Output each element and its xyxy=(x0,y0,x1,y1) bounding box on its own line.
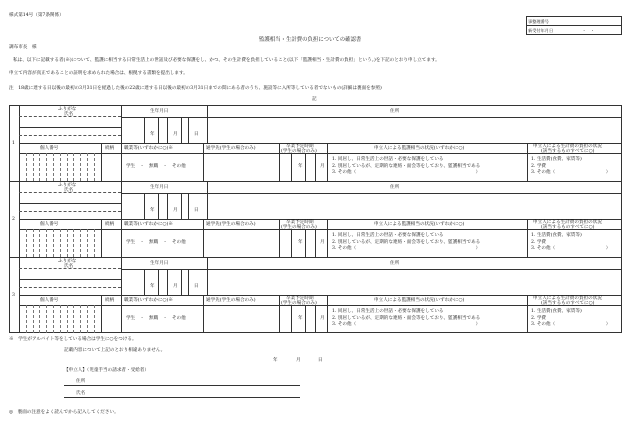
grid-line xyxy=(203,143,204,181)
office-box-row2: 新受付年月日 xyxy=(528,28,554,33)
dashed-line xyxy=(39,153,40,181)
grid-line xyxy=(101,295,102,333)
grid-line xyxy=(121,219,122,257)
applicant-address-line[interactable] xyxy=(64,385,300,386)
custody-option-2-2[interactable]: 2. 別居しているが、定期的な連絡・面会等をしており、監護相当である xyxy=(332,239,481,245)
relationship-label-3: 続柄 xyxy=(105,298,115,303)
row-number-2: 2 xyxy=(12,217,15,222)
back-side-note: ◎ 裏面の注意をよく読んでから記入してください。 xyxy=(9,410,119,415)
dashed-line xyxy=(39,229,40,257)
furigana-label-2: ふりがな xyxy=(58,183,77,188)
birth-day-label-3: 日 xyxy=(194,284,199,289)
graduation-label-3: 卒業予定時期 xyxy=(286,296,314,301)
dashed-line xyxy=(87,153,88,181)
grid-line xyxy=(305,305,306,333)
custody-option-1-3[interactable]: 3. その他（ ） xyxy=(332,170,481,175)
grid-line xyxy=(19,143,622,144)
dashed-line xyxy=(53,153,54,181)
grid-line xyxy=(315,153,316,181)
grid-line xyxy=(121,143,122,181)
burden-option-2-2[interactable]: 2. 学費 xyxy=(531,239,547,245)
grid-line xyxy=(291,305,292,333)
birth-day-label-1: 日 xyxy=(194,132,199,137)
grid-line xyxy=(167,193,168,219)
birthdate-label-1: 生年月日 xyxy=(150,109,169,114)
dashed-line xyxy=(94,305,95,333)
grid-line xyxy=(327,295,328,333)
burden-sub-label-2: (該当するものすべてに○) xyxy=(541,225,595,230)
grid-line xyxy=(181,117,182,143)
birth-month-label-3: 月 xyxy=(173,284,178,289)
birth-year-label-1: 年 xyxy=(150,132,155,137)
graduation-label-2: 卒業予定時期 xyxy=(286,220,314,225)
custody-option-2-3[interactable]: 3. その他（ ） xyxy=(332,246,481,251)
occupation-label-3: 職業等(いずれかに○)※ xyxy=(124,298,173,303)
student-footnote: ※ 学生がアルバイト等をしている場合は学生に○をつける。 xyxy=(9,337,137,342)
grid-line xyxy=(188,269,189,295)
grid-line xyxy=(167,117,168,143)
grid-line xyxy=(19,295,622,296)
name-label-3: 氏名 xyxy=(64,264,74,269)
relationship-label-2: 続柄 xyxy=(105,222,115,227)
dashed-line xyxy=(60,305,61,333)
grad-year-label-1: 年 xyxy=(298,164,303,169)
grid-line xyxy=(207,257,208,295)
intro-line-1: 私は、以下に記載する者(※)について、監護に相当する日常生活上の世話及び必要な保護をし、かつ、その生計費を負担していること(以下「監護相当・生計費の負担」という。)を下記のとおり申し立てます。 xyxy=(13,58,440,63)
school-label-3: 通学先(学生の場合のみ) xyxy=(206,298,256,303)
addressee: 調布市長 様 xyxy=(9,45,37,50)
grid-line xyxy=(207,105,208,143)
grid-line xyxy=(19,219,622,220)
declaration-text: 記載内容について上記のとおり相違ありません。 xyxy=(64,348,166,353)
grad-year-label-2: 年 xyxy=(298,240,303,245)
dashed-line xyxy=(67,153,68,181)
address-label-2: 住所 xyxy=(390,185,400,190)
grad-year-label-3: 年 xyxy=(298,316,303,321)
grid-line xyxy=(279,143,280,181)
dashed-line xyxy=(94,153,95,181)
name-label-1: 氏名 xyxy=(64,112,74,117)
grid-line xyxy=(121,269,207,270)
grid-line xyxy=(291,153,292,181)
grad-month-label-2: 月 xyxy=(320,240,325,245)
grid-line xyxy=(279,295,280,333)
dashed-line xyxy=(19,135,121,136)
dashed-line xyxy=(46,229,47,257)
custody-option-3-1[interactable]: 1. 同居し、日常生活上の世話・必要な保護をしている xyxy=(332,309,444,314)
grid-line xyxy=(19,279,121,280)
burden-sub-label-1: (該当するものすべてに○) xyxy=(541,149,595,154)
grid-line xyxy=(167,269,168,295)
custody-option-3-3[interactable]: 3. その他（ ） xyxy=(332,322,481,327)
row-number-3: 3 xyxy=(12,293,15,298)
personal-number-label-1: 個人番号 xyxy=(40,146,59,151)
applicant-name-line[interactable] xyxy=(64,397,300,398)
grid-line xyxy=(207,269,622,270)
record-label: 記 xyxy=(312,97,317,102)
grid-line xyxy=(207,117,622,118)
dashed-line xyxy=(80,305,81,333)
grad-month-label-1: 月 xyxy=(320,164,325,169)
dashed-line xyxy=(60,229,61,257)
applicant-label: 【申立人】（児童手当の請求者・受給者） xyxy=(64,368,149,373)
custody-label-2: 申立人による監護相当の状況(いずれかに○) xyxy=(374,222,465,227)
grid-line xyxy=(188,117,189,143)
address-label-1: 住所 xyxy=(390,109,400,114)
custody-label-3: 申立人による監護相当の状況(いずれかに○) xyxy=(374,298,465,303)
burden-label-2: 申立人による生計費の負担の状況 xyxy=(533,220,602,225)
grid-line xyxy=(305,153,306,181)
intro-line-2: 申立て内容が真正であることの証明を求められた場合は、根拠する書類を提出します。 xyxy=(9,71,188,76)
dashed-line xyxy=(53,229,54,257)
occupation-label-2: 職業等(いずれかに○)※ xyxy=(124,222,173,227)
dashed-line xyxy=(94,229,95,257)
birth-year-label-2: 年 xyxy=(150,208,155,213)
grid-line xyxy=(121,105,122,143)
relationship-label-1: 続柄 xyxy=(105,146,115,151)
burden-option-2-1[interactable]: 1. 生活費(食費、家賃等) xyxy=(531,233,582,238)
dashed-line xyxy=(67,305,68,333)
burden-option-1-3[interactable]: 3. その他（ ） xyxy=(531,170,611,175)
grid-line xyxy=(121,181,122,219)
occupation-options-1[interactable]: 学生 ・ 無職 ・ その他 xyxy=(126,164,186,169)
dashed-line xyxy=(80,153,81,181)
school-label-2: 通学先(学生の場合のみ) xyxy=(206,222,256,227)
grid-line xyxy=(101,219,102,257)
dashed-line xyxy=(53,305,54,333)
grid-line xyxy=(527,219,528,257)
applicant-name-label: 氏名 xyxy=(76,391,86,396)
dashed-line xyxy=(73,305,74,333)
grid-line xyxy=(121,193,207,194)
dashed-line xyxy=(39,305,40,333)
grad-month-label-3: 月 xyxy=(320,316,325,321)
form-number: 様式第14号（第7条関係） xyxy=(9,13,64,18)
graduation-sub-label-1: (学生の場合のみ) xyxy=(281,149,317,154)
date-day[interactable]: 日 xyxy=(318,358,323,363)
dashed-line xyxy=(46,305,47,333)
birth-month-label-2: 月 xyxy=(173,208,178,213)
birthdate-label-2: 生年月日 xyxy=(150,185,169,190)
school-label-1: 通学先(学生の場合のみ) xyxy=(206,146,256,151)
burden-option-3-3[interactable]: 3. その他（ ） xyxy=(531,322,611,327)
personal-number-label-2: 個人番号 xyxy=(40,222,59,227)
grid-line xyxy=(181,269,182,295)
grid-line xyxy=(291,229,292,257)
grid-line xyxy=(203,295,204,333)
graduation-sub-label-3: (学生の場合のみ) xyxy=(281,301,317,306)
occupation-options-2[interactable]: 学生 ・ 無職 ・ その他 xyxy=(126,240,186,245)
furigana-label-3: ふりがな xyxy=(58,259,77,264)
eligibility-note: 注 18歳に達する日以後の最初の3月31日を経過した後の22歳に達する日以後の最初の3月31日までの間にある者のうち、施設等に入所等している者でないもの(詳細は裏面を参照) xyxy=(9,86,382,91)
dashed-line xyxy=(33,153,34,181)
burden-option-1-1[interactable]: 1. 生活費(食費、家賃等) xyxy=(531,157,582,162)
grid-line xyxy=(315,229,316,257)
dashed-line xyxy=(80,229,81,257)
burden-option-1-2[interactable]: 2. 学費 xyxy=(531,163,547,169)
dashed-line xyxy=(33,305,34,333)
grid-line xyxy=(207,193,622,194)
grid-line xyxy=(101,143,102,181)
grid-line xyxy=(19,127,121,128)
grid-line xyxy=(327,219,328,257)
grid-line xyxy=(279,219,280,257)
grid-line xyxy=(527,143,528,181)
occupation-options-3[interactable]: 学生 ・ 無職 ・ その他 xyxy=(126,316,186,321)
name-label-2: 氏名 xyxy=(64,188,74,193)
address-label-3: 住所 xyxy=(390,261,400,266)
grid-line xyxy=(203,219,204,257)
graduation-label-1: 卒業予定時期 xyxy=(286,144,314,149)
burden-label-1: 申立人による生計費の負担の状況 xyxy=(533,144,602,149)
block-divider xyxy=(9,181,622,182)
dashed-line xyxy=(26,153,27,181)
office-box-row1: 事整理番号 xyxy=(528,19,549,24)
applicant-address-label: 住所 xyxy=(76,379,86,384)
dashed-line xyxy=(73,229,74,257)
grid-line xyxy=(144,269,145,295)
dashed-line xyxy=(73,153,74,181)
grid-line xyxy=(144,193,145,219)
custody-option-2-1[interactable]: 1. 同居し、日常生活上の世話・必要な保護をしている xyxy=(332,233,444,238)
date-month[interactable]: 月 xyxy=(296,358,301,363)
dashed-line xyxy=(19,287,121,288)
personal-number-label-3: 個人番号 xyxy=(40,298,59,303)
birth-year-label-3: 年 xyxy=(150,284,155,289)
dashed-line xyxy=(26,229,27,257)
burden-label-3: 申立人による生計費の負担の状況 xyxy=(533,296,602,301)
grid-line xyxy=(121,117,207,118)
dashed-line xyxy=(33,229,34,257)
grid-line xyxy=(19,153,622,154)
grid-line xyxy=(158,269,159,295)
grid-line xyxy=(121,257,122,295)
custody-option-3-2[interactable]: 2. 別居しているが、定期的な連絡・面会等をしており、監護相当である xyxy=(332,315,481,321)
dashed-line xyxy=(19,211,121,212)
grid-line xyxy=(19,229,622,230)
row-number-1: 1 xyxy=(12,141,15,146)
grid-line xyxy=(305,229,306,257)
grid-line xyxy=(158,193,159,219)
dashed-line xyxy=(26,305,27,333)
furigana-label-1: ふりがな xyxy=(58,107,77,112)
dashed-line xyxy=(87,305,88,333)
grid-line xyxy=(144,117,145,143)
grid-line xyxy=(315,305,316,333)
grid-line xyxy=(327,143,328,181)
burden-sub-label-3: (該当するものすべてに○) xyxy=(541,301,595,306)
custody-option-1-1[interactable]: 1. 同居し、日常生活上の世話・必要な保護をしている xyxy=(332,157,444,162)
birth-day-label-2: 日 xyxy=(194,208,199,213)
grid-line xyxy=(121,295,122,333)
burden-option-3-2[interactable]: 2. 学費 xyxy=(531,315,547,321)
graduation-sub-label-2: (学生の場合のみ) xyxy=(281,225,317,230)
grid-line xyxy=(188,193,189,219)
burden-option-3-1[interactable]: 1. 生活費(食費、家賃等) xyxy=(531,309,582,314)
custody-option-1-2[interactable]: 2. 別居しているが、定期的な連絡・面会等をしており、監護相当である xyxy=(332,163,481,169)
office-box-divider xyxy=(526,25,622,26)
burden-option-2-3[interactable]: 3. その他（ ） xyxy=(531,246,611,251)
grid-line xyxy=(207,181,208,219)
block-divider xyxy=(9,257,622,258)
dashed-line xyxy=(67,229,68,257)
custody-label-1: 申立人による監護相当の状況(いずれかに○) xyxy=(374,146,465,151)
date-year[interactable]: 年 xyxy=(273,358,278,363)
dashed-line xyxy=(60,153,61,181)
dashed-line xyxy=(46,153,47,181)
grid-line xyxy=(19,203,121,204)
page-title: 監護相当・生計費の負担についての確認書 xyxy=(259,37,362,43)
grid-line xyxy=(181,193,182,219)
birth-month-label-1: 月 xyxy=(173,132,178,137)
office-box-row2-value: ・ ・ xyxy=(582,28,595,33)
grid-line xyxy=(158,117,159,143)
birthdate-label-3: 生年月日 xyxy=(150,261,169,266)
grid-line xyxy=(527,295,528,333)
grid-line xyxy=(19,305,622,306)
dashed-line xyxy=(87,229,88,257)
occupation-label-1: 職業等(いずれかに○)※ xyxy=(124,146,173,151)
